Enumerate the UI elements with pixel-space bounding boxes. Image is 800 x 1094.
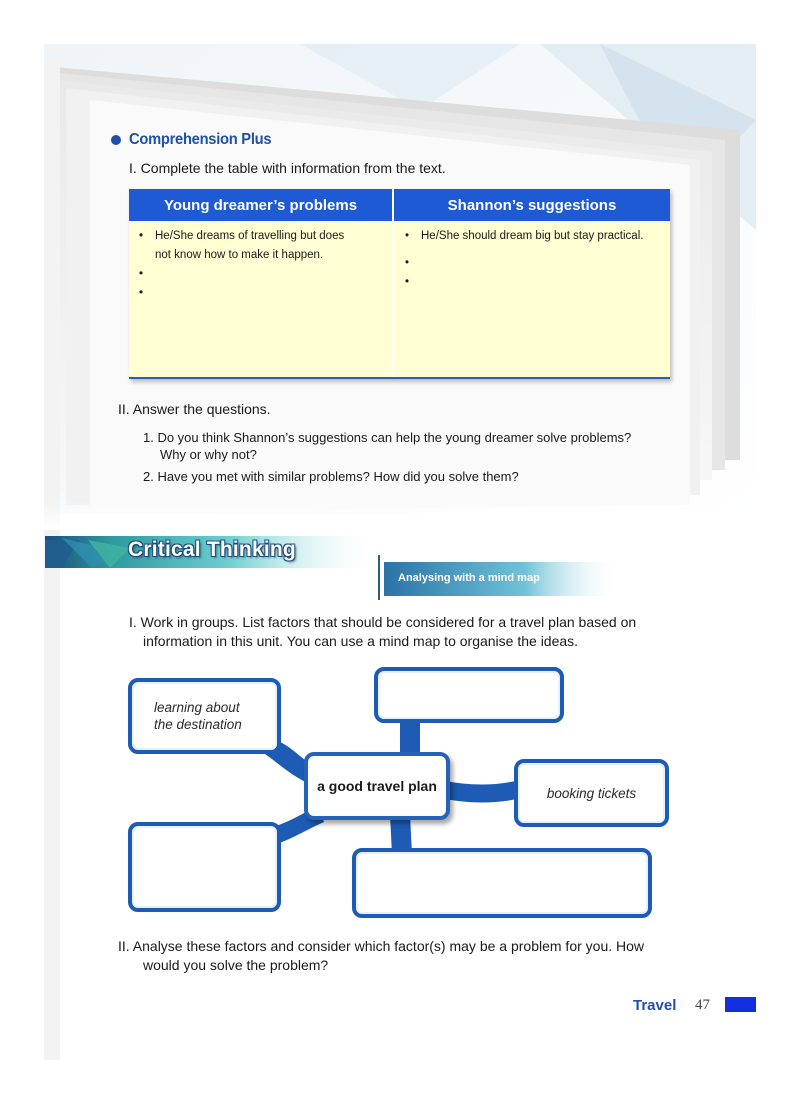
column-header-problems: Young dreamer’s problems xyxy=(129,189,392,221)
bullet-dot-icon xyxy=(111,135,121,145)
mind-map-box-destination xyxy=(128,678,281,754)
instruction-work-in-groups-line-1: I. Work in groups. List factors that should be considered for a travel plan based on xyxy=(129,614,637,630)
list-item xyxy=(139,227,384,265)
critical-thinking-title: Critical Thinking xyxy=(128,538,296,561)
mind-map-center-node xyxy=(304,752,450,820)
bullet-icon: • xyxy=(139,287,144,299)
box-line-2: the destination xyxy=(154,717,242,732)
instruction-analyse-line-1: II. Analyse these factors and consider which factor(s) may be a problem for you. How xyxy=(118,938,645,954)
bullet-icon: • xyxy=(405,276,410,288)
mind-map-box-empty-bottom-left[interactable] xyxy=(128,822,281,912)
question-2: 2. Have you met with similar problems? How did you solve them? xyxy=(143,469,519,484)
suggestion-1: He/She should dream big but stay practical. xyxy=(421,230,644,242)
mind-map-box-empty-top[interactable] xyxy=(374,667,564,723)
problems-suggestions-table xyxy=(129,189,670,379)
footer-unit-name: Travel xyxy=(633,997,677,1014)
problem-1-line-1: He/She dreams of travelling but does xyxy=(155,230,345,242)
mind-map-box-booking xyxy=(514,759,669,827)
bullet-icon: • xyxy=(139,230,144,242)
problem-1-line-2: not know how to make it happen. xyxy=(155,249,324,261)
instruction-complete-table: I. Complete the table with information from the text. xyxy=(129,160,446,176)
mind-map-box-empty-bottom[interactable] xyxy=(352,848,652,918)
comprehension-plus-heading xyxy=(111,131,284,149)
box-line-1: learning about xyxy=(154,700,240,715)
list-item xyxy=(405,227,665,246)
question-1-line-2: Why or why not? xyxy=(160,447,257,462)
problems-column xyxy=(139,227,384,303)
footer-color-block xyxy=(725,997,756,1012)
instruction-work-in-groups-line-2: information in this unit. You can use a mind map to organise the ideas. xyxy=(143,633,579,649)
bullet-icon: • xyxy=(405,257,410,269)
bullet-icon: • xyxy=(139,268,144,280)
empty-list-item[interactable] xyxy=(405,273,665,292)
mind-map-subtitle: Analysing with a mind map xyxy=(398,572,540,584)
empty-list-item[interactable] xyxy=(139,265,384,284)
suggestions-column xyxy=(405,227,665,292)
column-divider xyxy=(392,221,394,377)
question-1-line-1: 1. Do you think Shannon’s suggestions can help the young dreamer solve problems? xyxy=(143,430,632,445)
booking-tickets-label: booking tickets xyxy=(546,785,637,801)
bullet-icon: • xyxy=(405,230,410,242)
empty-list-item[interactable] xyxy=(139,284,384,303)
column-header-suggestions: Shannon’s suggestions xyxy=(394,189,670,221)
empty-list-item[interactable] xyxy=(405,254,665,273)
center-node-label: a good travel plan xyxy=(317,778,437,794)
instruction-answer-questions: II. Answer the questions. xyxy=(118,401,271,417)
instruction-analyse-line-2: would you solve the problem? xyxy=(143,957,329,973)
page-number: 47 xyxy=(695,997,710,1013)
section-title: Comprehension Plus xyxy=(129,131,272,148)
